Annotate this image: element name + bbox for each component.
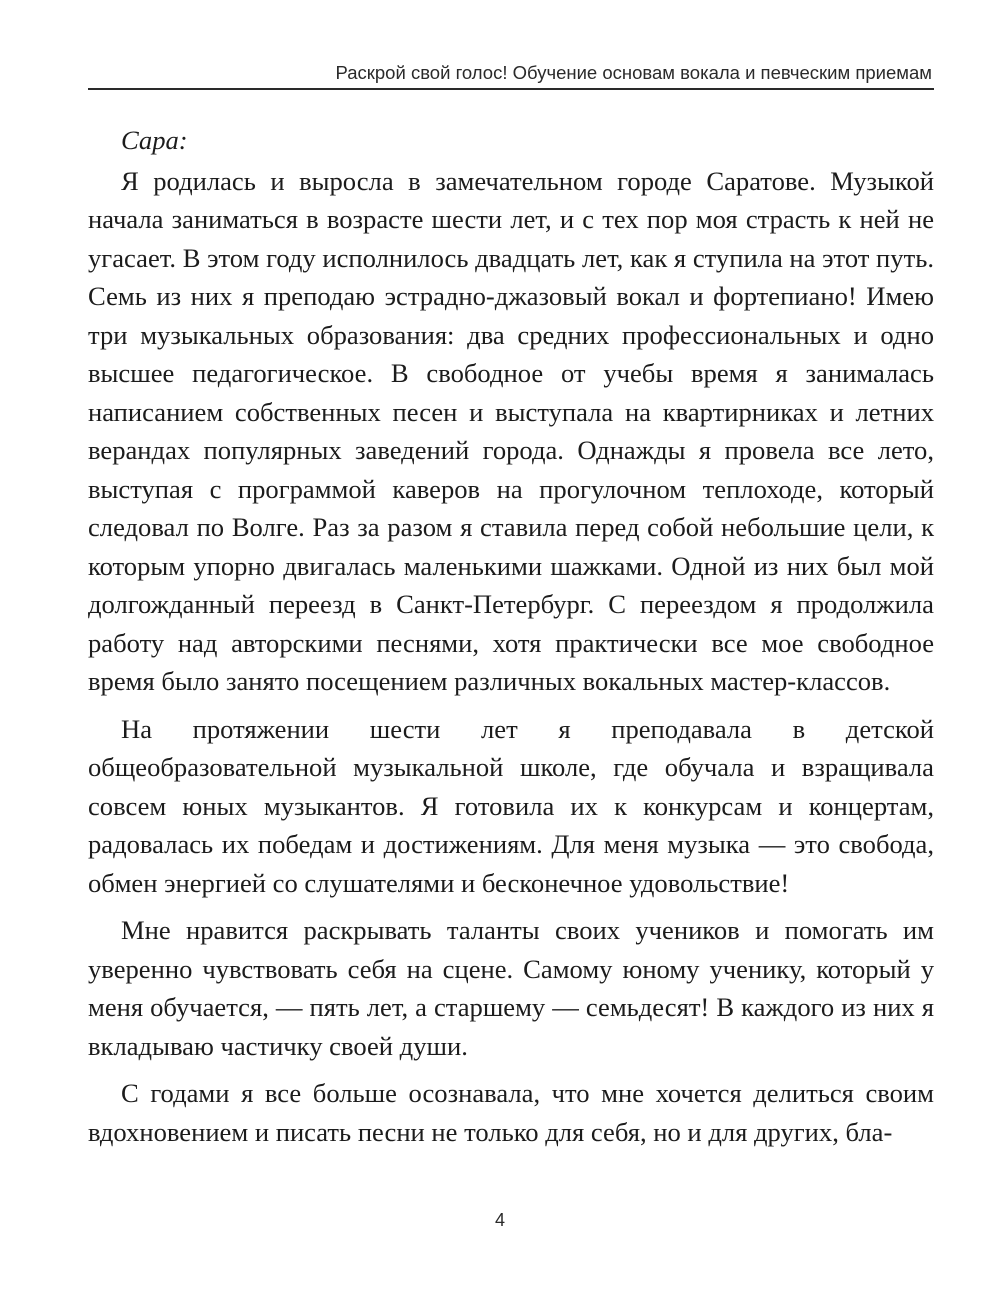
page-number: 4 [494, 1210, 505, 1230]
paragraph: С годами я все больше осознавала, что мне хочется делиться своим вдохновением и писать песни не только для себя, но и для других, бла- [88, 1078, 934, 1147]
paragraph: Я родилась и выросла в замечательном городе Саратове. Музыкой начала заниматься в возрасте шести лет, и с тех пор моя страсть к ней не угасает. В этом году исполнилось двадцать лет, как я ступила на этот путь. Семь из них я преподаю эстрадно-джазовый вокал и фортепиано! Имею три музыкальных образования: два средних профессиональных и одно высшее педагогическое. В свободное от учебы время я занималась написанием собственных песен и выступала на квартирниках и летних верандах популярных заведений города. Однажды я провела все лето, выступая с программой каверов на прогулочном теплоходе, который следовал по Волге. Раз за разом я ставила перед собой небольшие цели, к которым упорно двигалась маленькими шажками. Одной из них был мой долгожданный переезд в Санкт-Петербург. С переездом я продолжила работу над авторскими песнями, хотя практически все мое свободное время было занято посещением различных вокальных мастер-классов. [88, 165, 934, 696]
header-rule [88, 88, 934, 90]
page-body [88, 121, 934, 1160]
paragraph: Мне нравится раскрывать таланты своих учеников и помогать им уверенно чувствовать себя на сцене. Самому юному ученику, который у меня обучается, — пять лет, а старшему — семьдесят! В каждого из них я вкладываю частичку своей души. [88, 915, 934, 1061]
running-header: Раскрой свой голос! Обучение основам вокала и певческим приемам [335, 62, 932, 83]
author-name: Сара: [121, 125, 188, 155]
paragraph: На протяжении шести лет я преподавала в детской общеобразовательной музыкальной школе, где обучала и взращивала совсем юных музыкантов. Я готовила их к конкурсам и концертам, радовалась их победам и достижениям. Для меня музыка — это свобода, обмен энергией со слушателями и бесконечное удовольствие! [88, 713, 934, 898]
